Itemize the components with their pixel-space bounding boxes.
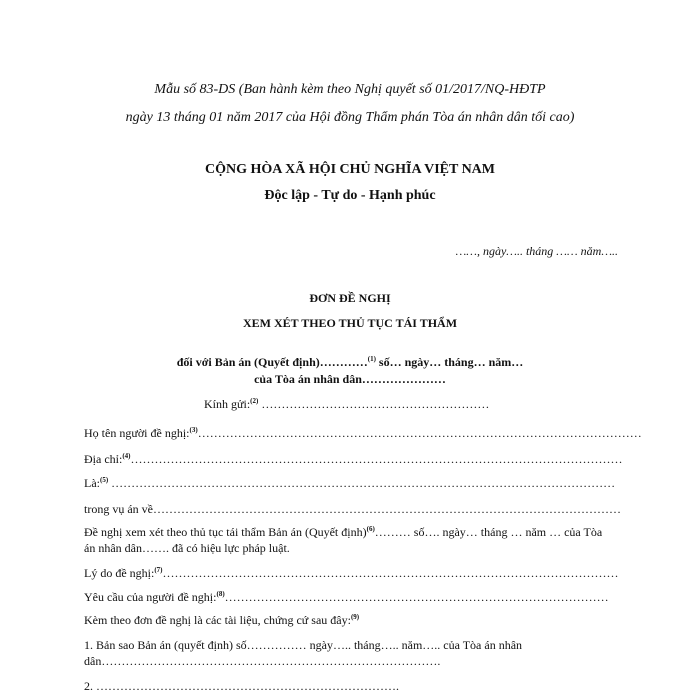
demand-label: Yêu cầu của người đề nghị:: [84, 590, 217, 604]
footnote-3: (3): [189, 426, 198, 434]
request-label: Đề nghị xem xét theo thủ tục tái thẩm Bản án (Quyết định): [84, 525, 367, 539]
subject-date: số… ngày… tháng… năm…: [375, 355, 524, 369]
address-label: Địa chỉ:: [84, 452, 123, 466]
address-field: [84, 452, 623, 467]
reason-label: Lý do đề nghị:: [84, 566, 155, 580]
attached-label: Kèm theo đơn đề nghị là các tài liệu, chứng cứ sau đây:: [84, 613, 351, 627]
reason-dots: ……………………………………………………………………………………………………: [162, 566, 619, 580]
footnote-9: (9): [350, 613, 360, 621]
demand-field: [84, 590, 609, 605]
decree-line-1: Mẫu số 83-DS (Ban hành kèm theo Nghị quyết số 01/2017/NQ-HĐTP: [154, 82, 546, 97]
footnote-8: (8): [216, 590, 225, 598]
attachment-item-1-line-1: 1. Bản sao Bản án (quyết định) số…………… ngày….. tháng….. năm….. của Tòa án nhân: [84, 638, 523, 652]
footnote-6: (6): [366, 525, 375, 533]
footnote-4: (4): [122, 452, 131, 460]
recipient-label: Kính gửi:: [204, 397, 251, 411]
footnote-2: (2): [250, 397, 259, 405]
date-line: ……, ngày….. tháng …… năm…..: [455, 244, 618, 258]
attachment-item-2: 2. ………………………………………………………………….: [84, 679, 399, 693]
requester-name-label: Họ tên người đề nghị:: [84, 426, 190, 440]
request-details: ……… số…. ngày… tháng … năm … của Tòa: [374, 525, 603, 539]
decree-line-2: ngày 13 tháng 01 năm 2017 của Hội đồng Thẩm phán Tòa án nhân dân tối cao): [125, 110, 575, 125]
requester-name-field: [84, 426, 642, 441]
case-field: trong vụ án về………………………………………………………………………………………………………: [84, 502, 621, 516]
role-dots: ………………………………………………………………………………………………………………: [108, 476, 616, 490]
subject-judgment: đối với Bản án (Quyết định)…………: [176, 355, 368, 369]
subject-line-2: của Tòa án nhân dân…………………: [254, 372, 446, 386]
recipient-line: [204, 397, 489, 412]
requester-name-dots: …………………………………………………………………………………………………: [197, 426, 642, 440]
demand-dots: ……………………………………………………………………………………: [224, 590, 609, 604]
footnote-1: (1): [367, 355, 376, 363]
request-line-2: án nhân dân……. đã có hiệu lực pháp luật.: [84, 541, 290, 555]
form-title-line-2: XEM XÉT THEO THỦ TỤC TÁI THẨM: [242, 316, 458, 330]
footnote-7: (7): [154, 566, 163, 574]
national-motto: Độc lập - Tự do - Hạnh phúc: [264, 188, 436, 203]
role-label: Là:: [84, 476, 100, 490]
recipient-dots: …………………………………………………: [258, 397, 490, 411]
address-dots: ……………………………………………………………………………………………………………: [130, 452, 623, 466]
attachment-item-1-line-2: dân………………………………………………………………………….: [84, 654, 441, 668]
national-title: CỘNG HÒA XÃ HỘI CHỦ NGHĨA VIỆT NAM: [204, 162, 495, 177]
form-title-line-1: ĐƠN ĐỀ NGHỊ: [309, 291, 391, 305]
attached-documents-heading: [84, 613, 359, 628]
reason-field: [84, 566, 619, 581]
subject-line-1: [0, 355, 700, 370]
role-field: [84, 476, 615, 491]
request-line-1: [84, 525, 602, 540]
footnote-5: (5): [100, 476, 109, 484]
